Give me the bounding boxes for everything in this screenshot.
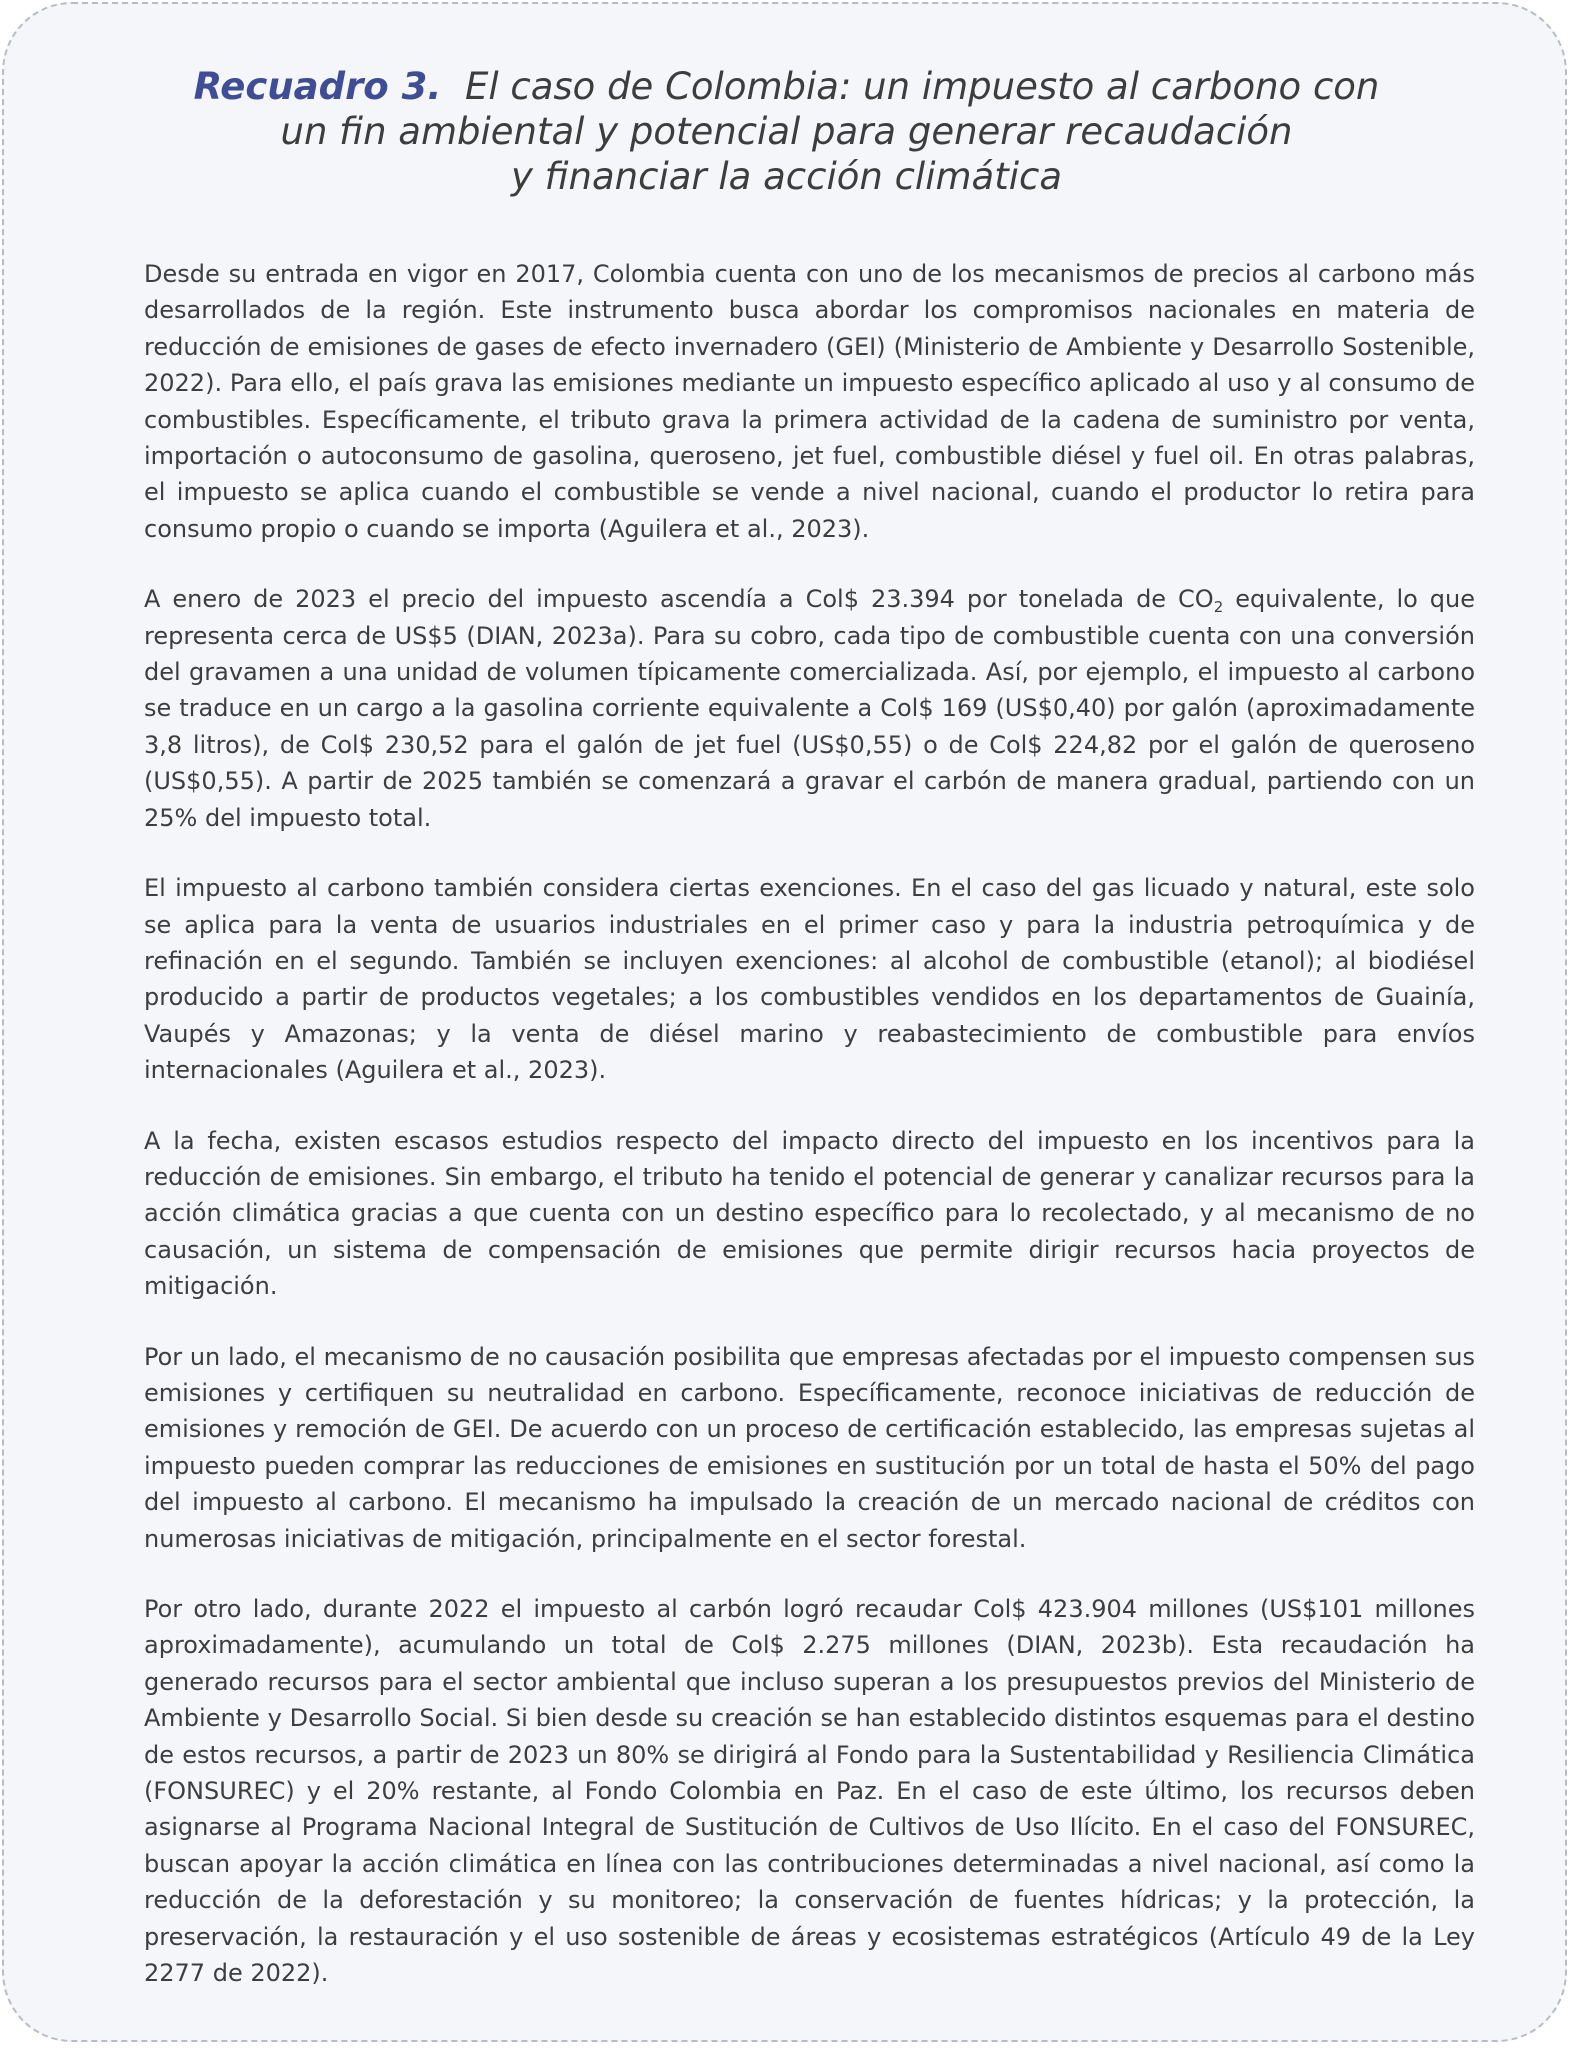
paragraph-6: Por otro lado, durante 2022 el impuesto al carbón logró recaudar Col$ 423.904 millones (US$101 millones aproximadamente), acumulando un total de Col$ 2.275 millones (DIAN, 2023b). Esta recaudación ha generado recursos para el sector ambiental que incluso superan a los presupuestos previos del Ministerio de Ambiente y Desarrollo Social. Si bien desde su creación se han establecido distintos esquemas para el destino de estos recursos, a partir de 2023 un 80% se dirigirá al Fondo para la Sustentabilidad y Resiliencia Climática (FONSUREC) y el 20% restante, al Fondo Colombia en Paz. En el caso de este último, los recursos deben asignarse al Programa Nacional Integral de Sustitución de Cultivos de Uso Ilícito. En el caso del FONSUREC, buscan apoyar la acción climática en línea con las contribuciones determinadas a nivel nacional, así como la reducción de la deforestación y su monitoreo; la conservación de fuentes hídricas; y la protección, la preservación, la restauración y el uso sostenible de áreas y ecosistemas estratégicos (Artículo 49 de la Ley 2277 de 2022). <box>144 1595 1475 1988</box>
paragraph-2 <box>144 581 1475 836</box>
box-label: Recuadro 3. <box>193 65 442 108</box>
paragraph-2-rest: equivalente, lo que representa cerca de US$5 (DIAN, 2023a). Para su cobro, cada tipo de combustible cuenta con una conversión del gravamen a una unidad de volumen típicamente comercializada. Así, por ejemplo, el impuesto al carbono se traduce en un cargo a la gasolina corriente equivalente a Col$ 169 (US$0,40) por galón (aproximadamente 3,8 litros), de Col$ 230,52 para el galón de jet fuel (US$0,55) o de Col$ 224,82 por el galón de queroseno (US$0,55). A partir de 2025 también se comenzará a gravar el carbón de manera gradual, partiendo con un 25% del impuesto total. <box>144 585 1475 832</box>
box-body <box>144 256 1475 1991</box>
paragraph-2-start: A enero de 2023 el precio del impuesto ascendía a Col$ 23.394 por tonelada de CO <box>144 585 1214 614</box>
box-title <box>140 64 1433 199</box>
title-line-3: y financiar la acción climática <box>510 155 1063 198</box>
title-line-2: un fin ambiental y potencial para generar recaudación <box>280 110 1293 153</box>
co2-subscript: 2 <box>1213 598 1224 617</box>
paragraph-5: Por un lado, el mecanismo de no causación posibilita que empresas afectadas por el impuesto compensen sus emisiones y certifiquen su neutralidad en carbono. Específicamente, reconoce iniciativas de reducción de emisiones y remoción de GEI. De acuerdo con un proceso de certificación establecido, las empresas sujetas al impuesto pueden comprar las reducciones de emisiones en sustitución por un total de hasta el 50% del pago del impuesto al carbono. El mecanismo ha impulsado la creación de un mercado nacional de créditos con numerosas iniciativas de mitigación, principalmente en el sector forestal. <box>144 1342 1475 1553</box>
paragraph-1: Desde su entrada en vigor en 2017, Colombia cuenta con uno de los mecanismos de precios al carbono más desarrollados de la región. Este instrumento busca abordar los compromisos nacionales en materia de reducción de emisiones de gases de efecto invernadero (GEI) (Ministerio de Ambiente y Desarrollo Sostenible, 2022). Para ello, el país grava las emisiones mediante un impuesto específico aplicado al uso y al consumo de combustibles. Específicamente, el tributo grava la primera actividad de la cadena de suministro por venta, importación o autoconsumo de gasolina, queroseno, jet fuel, combustible diésel y fuel oil. En otras palabras, el impuesto se aplica cuando el combustible se vende a nivel nacional, cuando el productor lo retira para consumo propio o cuando se importa (Aguilera et al., 2023). <box>144 260 1475 543</box>
paragraph-3: El impuesto al carbono también considera ciertas exenciones. En el caso del gas licuado y natural, este solo se aplica para la venta de usuarios industriales en el primer caso y para la industria petroquímica y de refinación en el segundo. También se incluyen exenciones: al alcohol de combustible (etanol); al biodiésel producido a partir de productos vegetales; a los combustibles vendidos en los departamentos de Guainía, Vaupés y Amazonas; y la venta de diésel marino y reabastecimiento de combustible para envíos internacionales (Aguilera et al., 2023). <box>144 874 1475 1085</box>
title-line-1: El caso de Colombia: un impuesto al carbono con <box>464 65 1380 108</box>
paragraph-4: A la fecha, existen escasos estudios respecto del impacto directo del impuesto en los incentivos para la reducción de emisiones. Sin embargo, el tributo ha tenido el potencial de generar y canalizar recursos para la acción climática gracias a que cuenta con un destino específico para lo recolectado, y al mecanismo de no causación, un sistema de compensación de emisiones que permite dirigir recursos hacia proyectos de mitigación. <box>144 1126 1475 1301</box>
